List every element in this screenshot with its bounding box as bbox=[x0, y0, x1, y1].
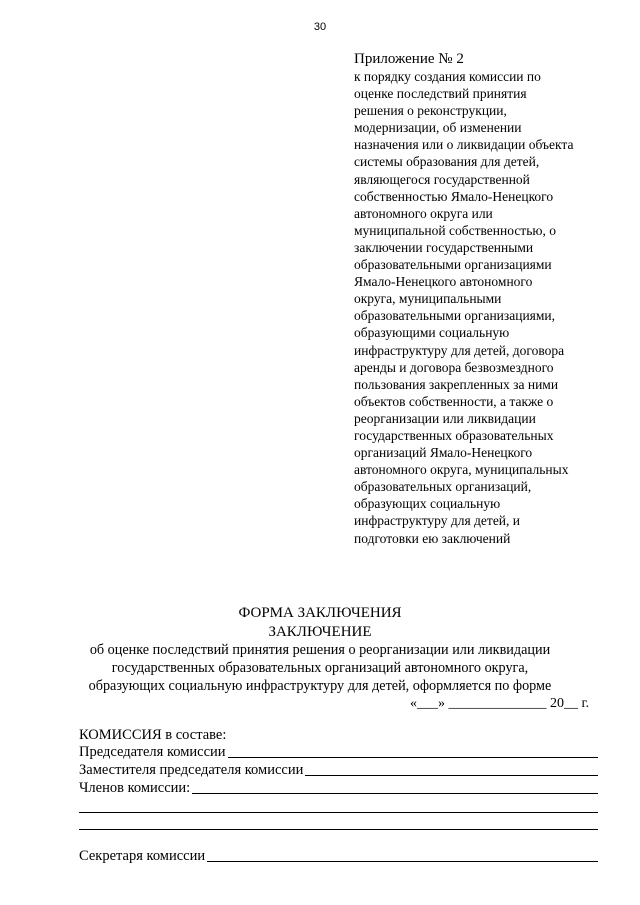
chairman-field bbox=[79, 743, 598, 761]
appendix-line: собственностью Ямало-Ненецкого bbox=[354, 188, 554, 204]
secretary-label: Секретаря комиссии bbox=[79, 848, 206, 864]
appendix-line: аренды и договора безвозмездного bbox=[354, 359, 554, 375]
appendix-line: инфраструктуру для детей, и bbox=[354, 513, 521, 529]
appendix-line: назначения или о ликвидации объекта bbox=[354, 137, 574, 153]
appendix-line: округа, муниципальными bbox=[354, 291, 502, 307]
members-blank-line bbox=[79, 812, 598, 813]
appendix-title: Приложение № 2 bbox=[354, 51, 464, 67]
appendix-line: подготовки ею заключений bbox=[354, 530, 511, 546]
date-field: «___» ______________ 20__ г. bbox=[410, 696, 590, 711]
members-label: Членов комиссии: bbox=[79, 780, 191, 796]
appendix-line: образовательными организациями bbox=[354, 257, 552, 273]
appendix-line: пользования закрепленных за ними bbox=[354, 376, 559, 392]
deputy-field bbox=[79, 761, 598, 779]
secretary-fill-line bbox=[207, 848, 598, 862]
appendix-body bbox=[354, 68, 624, 547]
deputy-fill-line bbox=[305, 762, 598, 776]
appendix-line: реорганизации или ликвидации bbox=[354, 410, 536, 426]
appendix-line: Ямало-Ненецкого автономного bbox=[354, 274, 533, 290]
appendix-line: объектов собственности, а также о bbox=[354, 393, 554, 409]
appendix-line: к порядку создания комиссии по bbox=[354, 69, 541, 84]
appendix-line: системы образования для детей, bbox=[354, 154, 540, 170]
appendix-block bbox=[354, 50, 624, 547]
appendix-line: образующих социальную bbox=[354, 496, 501, 512]
chairman-fill-line bbox=[228, 744, 598, 758]
appendix-line: образующими социальную bbox=[354, 325, 510, 341]
appendix-line: автономного округа, муниципальных bbox=[354, 462, 569, 478]
appendix-line: образовательных организаций, bbox=[354, 479, 532, 495]
appendix-line: организаций Ямало-Ненецкого bbox=[354, 445, 533, 461]
appendix-line: инфраструктуру для детей, договора bbox=[354, 342, 565, 358]
deputy-label: Заместителя председателя комиссии bbox=[79, 762, 304, 778]
secretary-field bbox=[79, 847, 598, 865]
members-blank-line bbox=[79, 829, 598, 830]
appendix-line: оценке последствий принятия bbox=[354, 86, 527, 102]
appendix-line: муниципальной собственностью, о bbox=[354, 222, 556, 238]
form-title: ЗАКЛЮЧЕНИЕ bbox=[268, 624, 372, 640]
members-fill-line bbox=[192, 780, 598, 794]
chairman-label: Председателя комиссии bbox=[79, 744, 226, 760]
appendix-line: решения о реконструкции, bbox=[354, 103, 507, 119]
form-subtitle-line: образующих социальную инфраструктуру для детей, оформляется по форме bbox=[88, 678, 552, 694]
appendix-line: заключении государственными bbox=[354, 239, 534, 255]
page-number: 30 bbox=[313, 21, 327, 33]
appendix-line: образовательными организациями, bbox=[354, 308, 556, 324]
form-heading: ФОРМА ЗАКЛЮЧЕНИЯ bbox=[238, 605, 402, 621]
appendix-line: модернизации, об изменении bbox=[354, 120, 522, 136]
form-subtitle-line: государственных образовательных организаций автономного округа, bbox=[111, 660, 529, 676]
form-subtitle-line: об оценке последствий принятия решения о реорганизации или ликвидации bbox=[89, 642, 551, 658]
appendix-line: являющегося государственной bbox=[354, 171, 530, 187]
commission-heading: КОМИССИЯ в составе: bbox=[79, 727, 227, 743]
members-field bbox=[79, 779, 598, 797]
appendix-line: автономного округа или bbox=[354, 205, 493, 221]
appendix-line: государственных образовательных bbox=[354, 427, 554, 443]
